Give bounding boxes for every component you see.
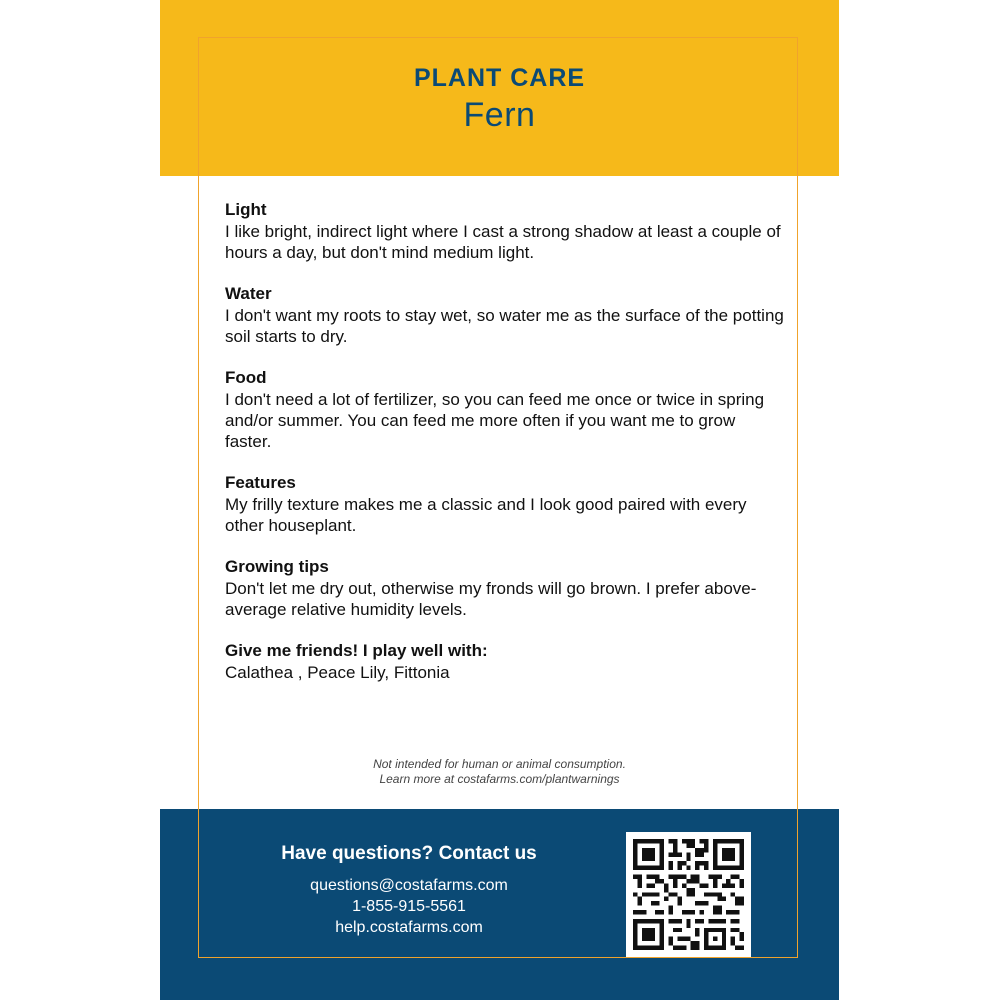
section-friends	[225, 640, 785, 683]
section-body: Don't let me dry out, otherwise my fronds will go brown. I prefer above-average relative humidity levels.	[225, 579, 757, 619]
section-features	[225, 472, 785, 536]
section-heading: Light	[225, 200, 267, 219]
header-band	[160, 0, 839, 176]
qr-code-graphic	[633, 839, 744, 950]
section-body: My frilly texture makes me a classic and I look good paired with every other houseplant.	[225, 495, 747, 535]
plant-name: Fern	[463, 96, 536, 134]
section-heading: Food	[225, 368, 267, 387]
contact-title: Have questions? Contact us	[281, 843, 537, 864]
disclaimer-line-1: Not intended for human or animal consumption.	[373, 757, 626, 771]
safety-disclaimer	[160, 757, 839, 787]
section-heading: Water	[225, 284, 272, 303]
qr-code-icon[interactable]	[626, 832, 751, 957]
care-instructions	[225, 199, 785, 703]
section-water	[225, 283, 785, 347]
section-body: I like bright, indirect light where I cast a strong shadow at least a couple of hours a day, but don't mind medium light.	[225, 222, 781, 262]
section-body: Calathea , Peace Lily, Fittonia	[225, 663, 450, 682]
plant-care-card	[160, 0, 839, 1000]
plant-care-label: PLANT CARE	[413, 64, 586, 92]
section-body: I don't want my roots to stay wet, so water me as the surface of the potting soil starts to dry.	[225, 306, 784, 346]
section-growing-tips	[225, 556, 785, 620]
section-food	[225, 367, 785, 452]
contact-phone[interactable]: 1-855-915-5561	[352, 898, 466, 915]
section-light	[225, 199, 785, 263]
contact-email[interactable]: questions@costafarms.com	[310, 877, 508, 894]
disclaimer-line-2: Learn more at costafarms.com/plantwarnings	[379, 772, 620, 786]
section-heading: Growing tips	[225, 557, 329, 576]
section-body: I don't need a lot of fertilizer, so you can feed me once or twice in spring and/or summer. You can feed me more often if you want me to grow faster.	[225, 390, 765, 451]
contact-website[interactable]: help.costafarms.com	[335, 919, 483, 936]
section-heading: Features	[225, 473, 296, 492]
section-heading: Give me friends! I play well with:	[225, 641, 488, 660]
